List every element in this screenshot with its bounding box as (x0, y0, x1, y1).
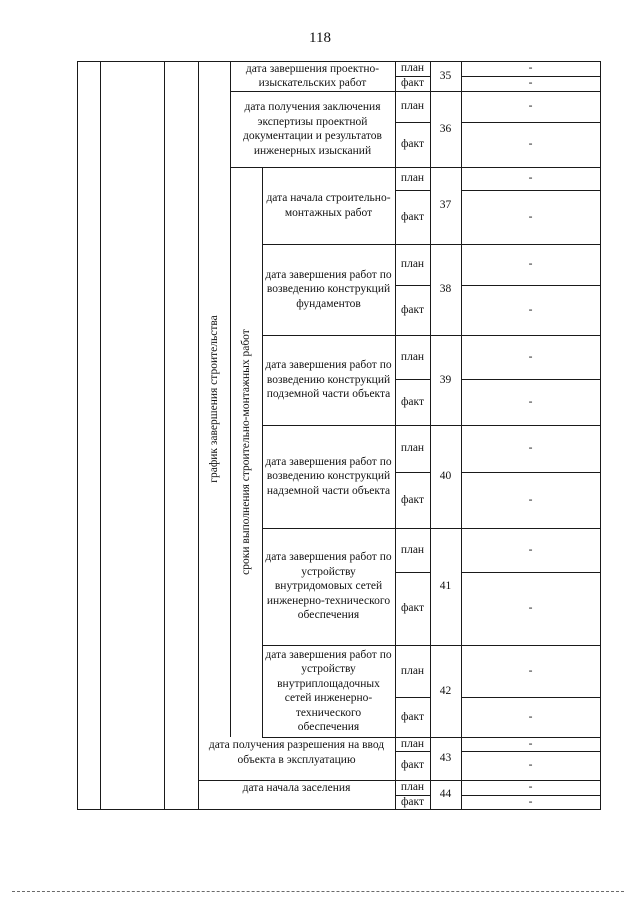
fact-value: - (528, 710, 533, 723)
table-column-rule (77, 61, 78, 809)
plan-label: план (400, 664, 425, 677)
plan-value: - (528, 664, 533, 677)
fact-label: факт (400, 210, 425, 223)
row-label: дата завершения проектно-изыскательских работ (245, 62, 380, 89)
fact-value: - (528, 138, 533, 151)
table-column-rule (164, 61, 165, 809)
fact-value: - (528, 602, 533, 615)
fact-value: - (528, 395, 533, 408)
page-number: 118 (309, 30, 331, 46)
row-label: дата получения разрешения на ввод объекта в эксплуатацию (208, 739, 385, 766)
plan-value: - (528, 62, 533, 75)
plan-label: план (400, 442, 425, 455)
row-number: 41 (439, 580, 452, 593)
row-number: 38 (439, 283, 452, 296)
plan-label: план (400, 737, 425, 750)
row-label: дата завершения работ по устройству внутриплощадочных сетей инженерно-технического обеспечения (265, 648, 392, 733)
plan-value: - (528, 543, 533, 556)
fact-label: факт (400, 493, 425, 506)
fact-label: факт (400, 795, 425, 808)
plan-label: план (400, 100, 425, 113)
plan-value: - (528, 781, 533, 794)
fact-label: факт (400, 395, 425, 408)
fact-value: - (528, 210, 533, 223)
fact-label: факт (400, 602, 425, 615)
fact-value: - (528, 77, 533, 90)
row-number: 43 (439, 752, 452, 765)
schedule-group-label: график завершения строительства (208, 315, 220, 483)
row-number: 42 (439, 684, 452, 697)
row-number: 39 (439, 373, 452, 386)
row-number: 36 (439, 122, 452, 135)
plan-value: - (528, 737, 533, 750)
fact-value: - (528, 795, 533, 808)
plan-value: - (528, 172, 533, 185)
row-label: дата завершения работ по устройству внутридомовых сетей инженерно-технического обеспечения (265, 551, 392, 622)
fact-label: факт (400, 303, 425, 316)
fact-label: факт (400, 710, 425, 723)
row-number: 35 (439, 69, 452, 82)
plan-value: - (528, 258, 533, 271)
row-label: дата начала строительно-монтажных работ (266, 192, 391, 219)
plan-label: план (400, 543, 425, 556)
fact-value: - (528, 759, 533, 772)
plan-label: план (400, 172, 425, 185)
fact-value: - (528, 493, 533, 506)
row-number: 40 (439, 470, 452, 483)
table-column-rule (100, 61, 101, 809)
table-column-rule (198, 61, 199, 809)
row-label: дата завершения работ по возведению конструкций подземной части объекта (265, 359, 392, 401)
plan-value: - (528, 442, 533, 455)
row-number: 44 (439, 788, 452, 801)
page-bottom-rule (12, 891, 624, 892)
plan-label: план (400, 62, 425, 75)
row-label: дата получения заключения экспертизы проектной документации и результатов инженерных изысканий (243, 101, 382, 157)
fact-value: - (528, 303, 533, 316)
row-label: дата завершения работ по возведению конструкций фундаментов (265, 268, 392, 310)
fact-label: факт (400, 138, 425, 151)
row-label: дата завершения работ по возведению конструкций надземной части объекта (265, 455, 392, 497)
row-number: 37 (439, 199, 452, 212)
plan-label: план (400, 258, 425, 271)
plan-label: план (400, 350, 425, 363)
row-label: дата начала заселения (242, 782, 351, 794)
fact-label: факт (400, 759, 425, 772)
plan-label: план (400, 781, 425, 794)
construction-terms-group-label: сроки выполнения строительно-монтажных работ (240, 329, 252, 575)
plan-value: - (528, 350, 533, 363)
fact-label: факт (400, 77, 425, 90)
plan-value: - (528, 100, 533, 113)
table-row-rule (198, 809, 601, 810)
